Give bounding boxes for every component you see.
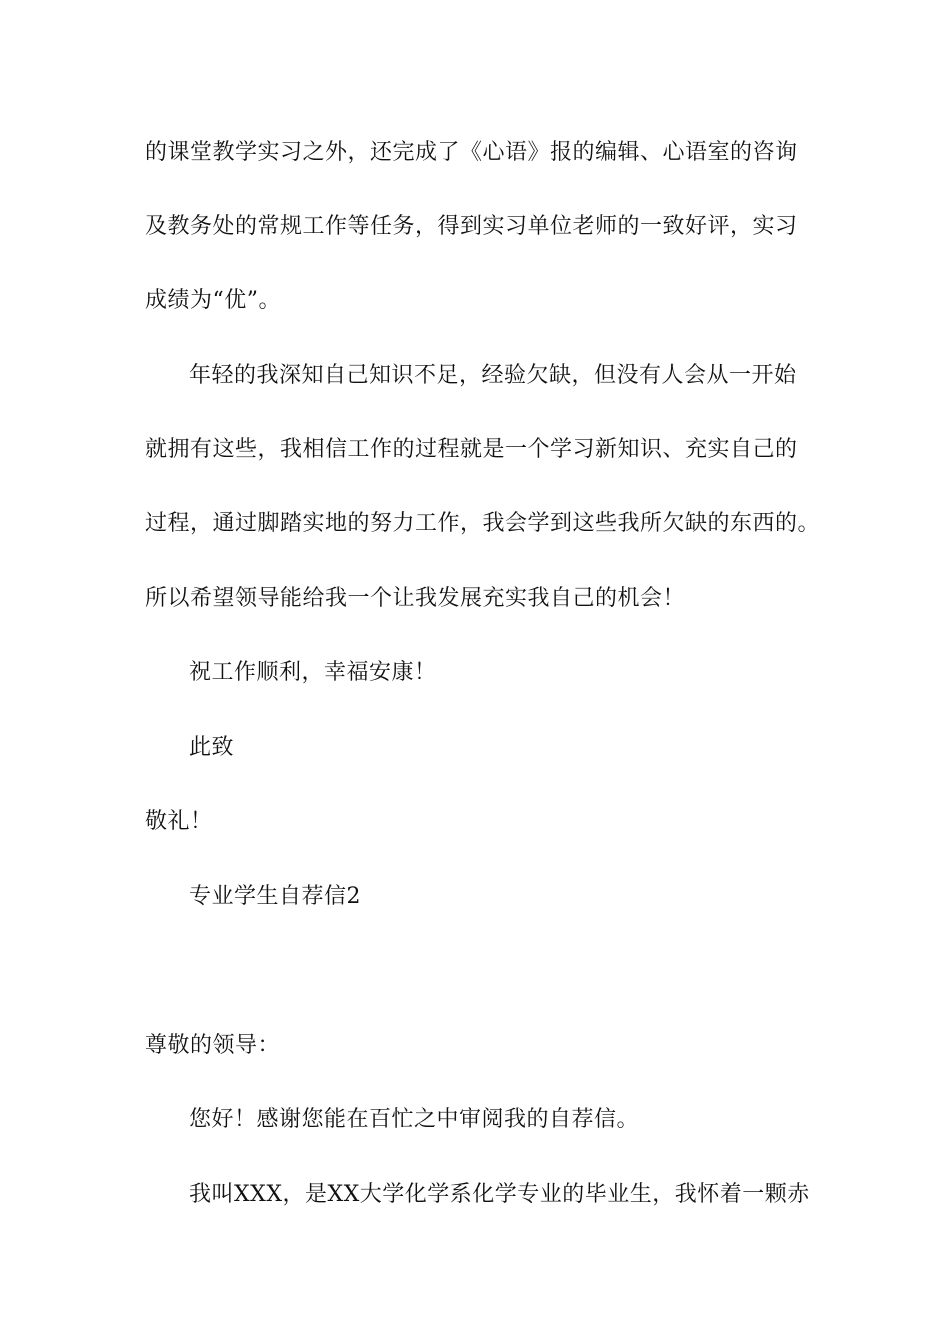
text-line: 敬礼！ <box>145 809 213 834</box>
text-line: 过程，通过脚踏实地的努力工作，我会学到这些我所欠缺的东西的。 <box>145 511 821 536</box>
text-line: 的课堂教学实习之外，还完成了《心语》报的编辑、心语室的咨询 <box>145 140 798 165</box>
salutation: 尊敬的领导： <box>145 1033 281 1058</box>
text-line: 此致 <box>189 735 235 760</box>
text-line: 成绩为“优”。 <box>145 288 281 313</box>
text-line: 就拥有这些，我相信工作的过程就是一个学习新知识、充实自己的 <box>145 437 798 462</box>
section-heading: 专业学生自荐信2 <box>189 884 361 909</box>
text-line: 年轻的我深知自己知识不足，经验欠缺，但没有人会从一开始 <box>189 363 797 388</box>
text-line: 所以希望领导能给我一个让我发展充实我自己的机会！ <box>145 586 686 611</box>
text-line: 您好！感谢您能在百忙之中审阅我的自荐信。 <box>189 1107 640 1132</box>
text-line: 及教务处的常规工作等任务，得到实习单位老师的一致好评，实习 <box>145 214 798 239</box>
text-line: 我叫XXX，是XX大学化学系化学专业的毕业生，我怀着一颗赤 <box>189 1182 810 1207</box>
text-line: 祝工作顺利，幸福安康！ <box>189 660 437 685</box>
